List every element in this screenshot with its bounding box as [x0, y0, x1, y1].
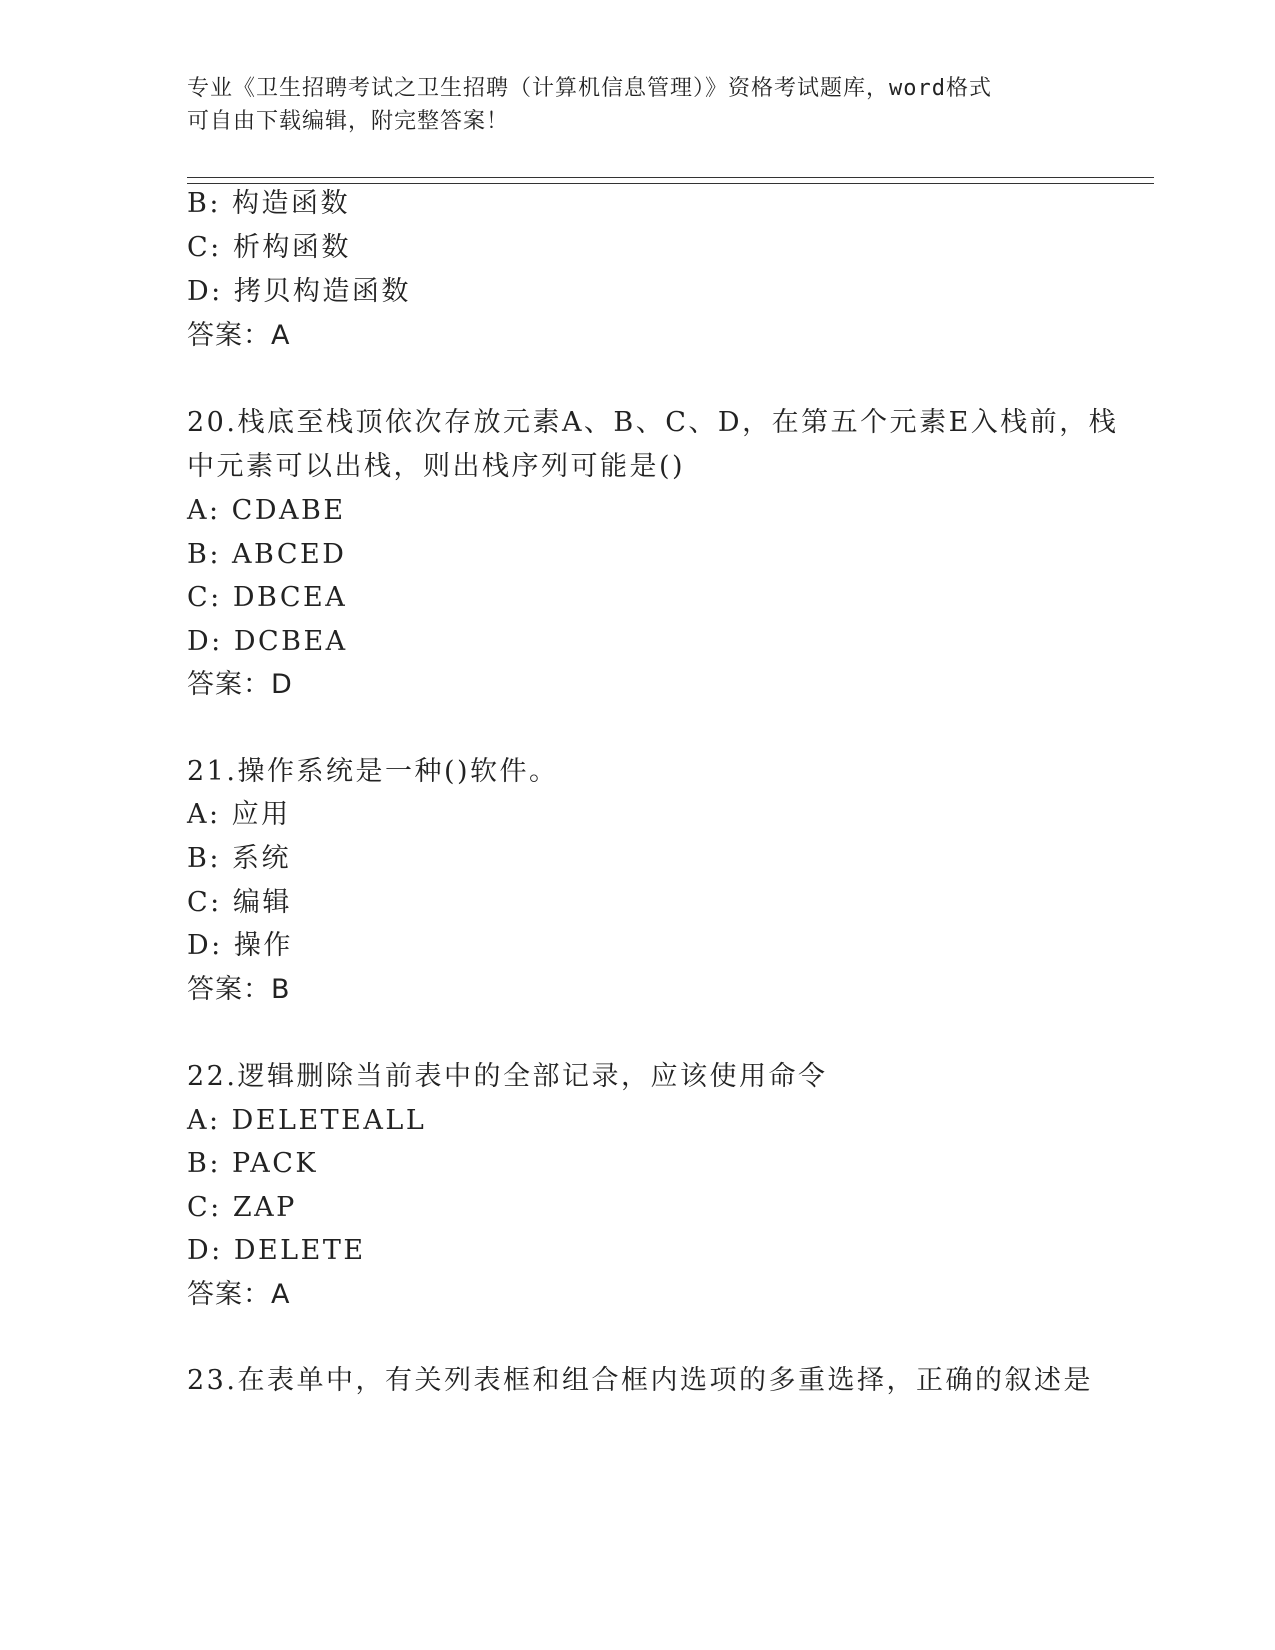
q20-option-a: A: CDABE: [187, 495, 346, 526]
q20-option-c: C: DBCEA: [187, 582, 348, 613]
page-header: [187, 72, 1087, 138]
q21-answer: 答案：B: [187, 974, 291, 1005]
q22-answer: 答案：A: [187, 1279, 291, 1310]
header-title-line-1: 专业《卫生招聘考试之卫生招聘（计算机信息管理）》资格考试题库，word格式: [187, 76, 992, 101]
q20-stem-line-1: 20.栈底至栈顶依次存放元素A、B、C、D，在第五个元素E入栈前，栈: [187, 407, 1119, 438]
q20-answer: 答案：D: [187, 669, 293, 700]
q23-stem: 23.在表单中，有关列表框和组合框内选项的多重选择，正确的叙述是: [187, 1365, 1093, 1396]
q22-option-c: C: ZAP: [187, 1192, 297, 1223]
q19-option-c: C: 析构函数: [187, 232, 351, 263]
q22-stem: 22.逻辑删除当前表中的全部记录，应该使用命令: [187, 1061, 828, 1092]
header-divider-top: [187, 177, 1154, 178]
q21-option-a: A: 应用: [187, 799, 291, 830]
q22-option-a: A: DELETEALL: [187, 1105, 427, 1136]
q19-option-b: B: 构造函数: [187, 188, 351, 219]
q20-stem-line-2: 中元素可以出栈，则出栈序列可能是(): [187, 451, 686, 482]
q22-option-b: B: PACK: [187, 1148, 319, 1179]
header-divider-bottom: [187, 183, 1154, 184]
q19-option-d: D: 拷贝构造函数: [187, 276, 411, 307]
q21-option-d: D: 操作: [187, 930, 293, 961]
q22-option-d: D: DELETE: [187, 1235, 366, 1266]
q20-option-d: D: DCBEA: [187, 626, 348, 657]
header-title-line-2: 可自由下载编辑，附完整答案！: [187, 109, 510, 134]
q21-stem: 21.操作系统是一种()软件。: [187, 756, 559, 787]
q21-option-c: C: 编辑: [187, 887, 292, 918]
q21-option-b: B: 系统: [187, 843, 292, 874]
q19-answer: 答案：A: [187, 320, 291, 351]
q20-option-b: B: ABCED: [187, 539, 347, 570]
